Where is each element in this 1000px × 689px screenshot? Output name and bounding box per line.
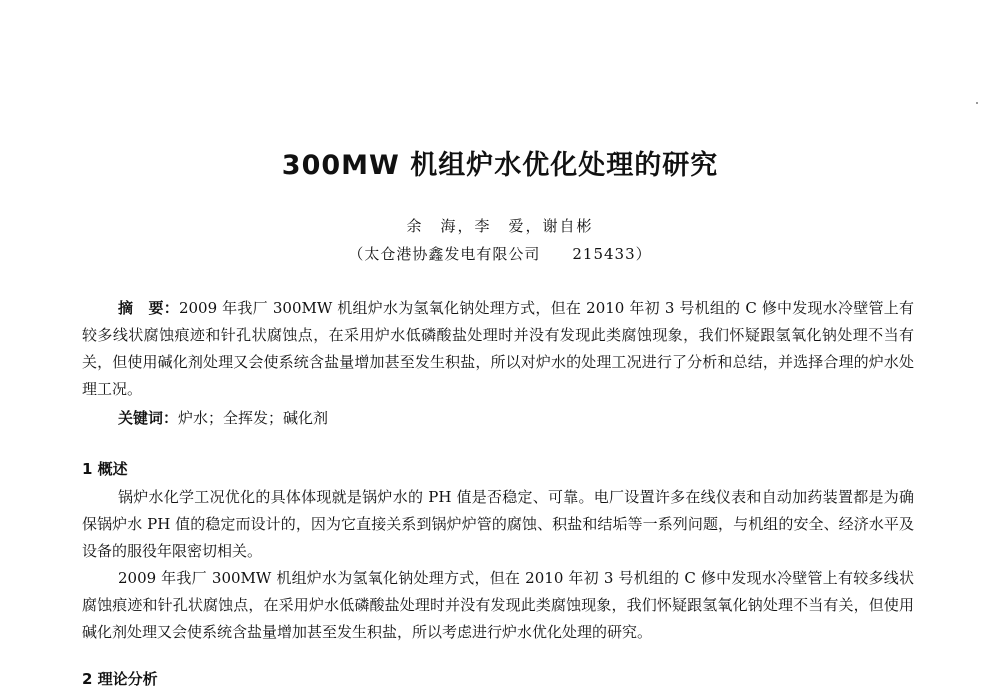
abstract xyxy=(82,295,914,403)
section-1-paragraph-1 xyxy=(82,484,914,565)
paragraph-text: 锅炉水化学工况优化的具体体现就是锅炉水的 PH 值是否稳定、可靠。电厂设置许多在线仪表和自动加药装置都是为确保锅炉水 PH 值的稳定而设计的，因为它直接关系到锅炉炉管的腐蚀、积盐和结垢等一系列问题，与机组的安全、经济水平及设备的服役年限密切相关。 xyxy=(82,488,914,560)
author-list: 余 海，李 爱，谢自彬 xyxy=(406,217,594,235)
abstract-text: 2009 年我厂 300MW 机组炉水为氢氧化钠处理方式，但在 2010 年初 3 号机组的 C 修中发现水冷壁管上有较多线状腐蚀痕迹和针孔状腐蚀点，在采用炉水低磷酸盐处理时并没有发现此类腐蚀现象，我们怀疑跟氢氧化钠处理不当有关，但使用碱化剂处理又会使系统含盐量增加甚至发生积盐，所以对炉水的处理工况进行了分析和总结，并选择合理的炉水处理工况。 xyxy=(82,299,914,398)
abstract-label: 摘 要： xyxy=(118,299,179,317)
paragraph-text: 2009 年我厂 300MW 机组炉水为氢氧化钠处理方式，但在 2010 年初 3 号机组的 C 修中发现水冷壁管上有较多线状腐蚀痕迹和针孔状腐蚀点，在采用炉水低磷酸盐处理时并没有发现此类腐蚀现象，我们怀疑跟氢氧化钠处理不当有关，但使用碱化剂处理又会使系统含盐量增加甚至发生积盐，所以考虑进行炉水优化处理的研究。 xyxy=(82,569,914,641)
keywords-text: 炉水；全挥发；碱化剂 xyxy=(178,409,329,427)
section-1-paragraph-2 xyxy=(82,565,914,646)
affiliation: （太仓港协鑫发电有限公司 215433） xyxy=(348,245,652,263)
scan-speck xyxy=(976,102,978,104)
section-1-heading: 1 概述 xyxy=(82,460,128,478)
keywords xyxy=(118,405,914,432)
paper-title: 300MW 机组炉水优化处理的研究 xyxy=(281,150,719,181)
keywords-label: 关键词： xyxy=(118,409,179,427)
section-2-heading: 2 理论分析 xyxy=(82,670,158,688)
